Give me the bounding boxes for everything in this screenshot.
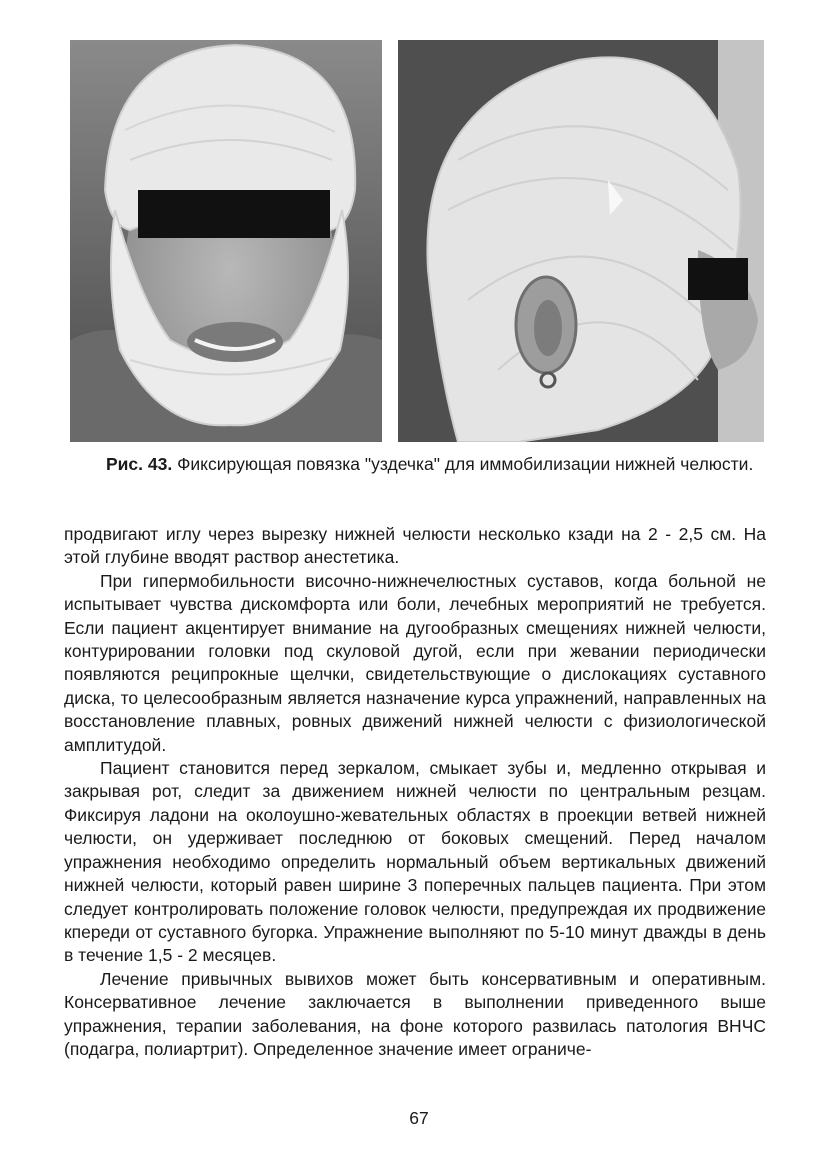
figure-photo-front bbox=[70, 40, 382, 442]
figure-label: Рис. 43. bbox=[106, 454, 173, 474]
figure-caption-text: Фиксирующая повязка "уздечка" для иммобилизации нижней челюсти. bbox=[177, 454, 754, 474]
figure-caption bbox=[70, 452, 764, 476]
eye-censor-bar bbox=[688, 258, 748, 300]
side-view-illustration bbox=[398, 40, 764, 442]
eye-censor-bar bbox=[138, 190, 330, 238]
body-text bbox=[64, 523, 766, 1061]
front-view-illustration bbox=[70, 40, 382, 442]
figure-photo-side bbox=[398, 40, 764, 442]
page-number: 67 bbox=[409, 1108, 429, 1128]
paragraph-4: Лечение привычных вывихов может быть консервативным и оперативным. Консервативное лечение заключается в выполнении приведенного выше упражнения, терапии заболевания, на фоне которого развилась патология ВНЧС (подагра, полиартрит). Определенное значение имеет ограниче- bbox=[64, 968, 766, 1059]
paragraph-1: продвигают иглу через вырезку нижней челюсти несколько кзади на 2 - 2,5 см. На этой глубине вводят раствор анестетика. bbox=[64, 524, 766, 568]
paragraph-3: Пациент становится перед зеркалом, смыкает зубы и, медленно открывая и закрывая рот, следит за движением нижней челюсти по центральным резцам. Фиксируя ладони на околоушно-жевательных областях в проекции ветвей нижней челюсти, он удерживает последнюю от боковых смещений. Перед началом упражнения необходимо определить нормальный объем вертикальных движений нижней челюсти, который равен ширине 3 поперечных пальцев пациента. При этом следует контролировать положение головок челюсти, предупреждая их продвижение кпереди от суставного бугорка. Упражнение выполняют по 5-10 минут дважды в день в течение 1,5 - 2 месяцев. bbox=[64, 758, 766, 966]
paragraph-2: При гипермобильности височно-нижнечелюстных суставов, когда больной не испытывает чувства дискомфорта или боли, лечебных мероприятий не требуется. Если пациент акцентирует внимание на дугообразных смещениях нижней челюсти, контурировании головки под скуловой дугой, если при жевании периодически появляются реципрокные щелчки, свидетельствующие о дислокациях суставного диска, то целесообразным является назначение курса упражнений, направленных на восстановление плавных, ровных движений нижней челюсти с физиологической амплитудой. bbox=[64, 570, 766, 755]
